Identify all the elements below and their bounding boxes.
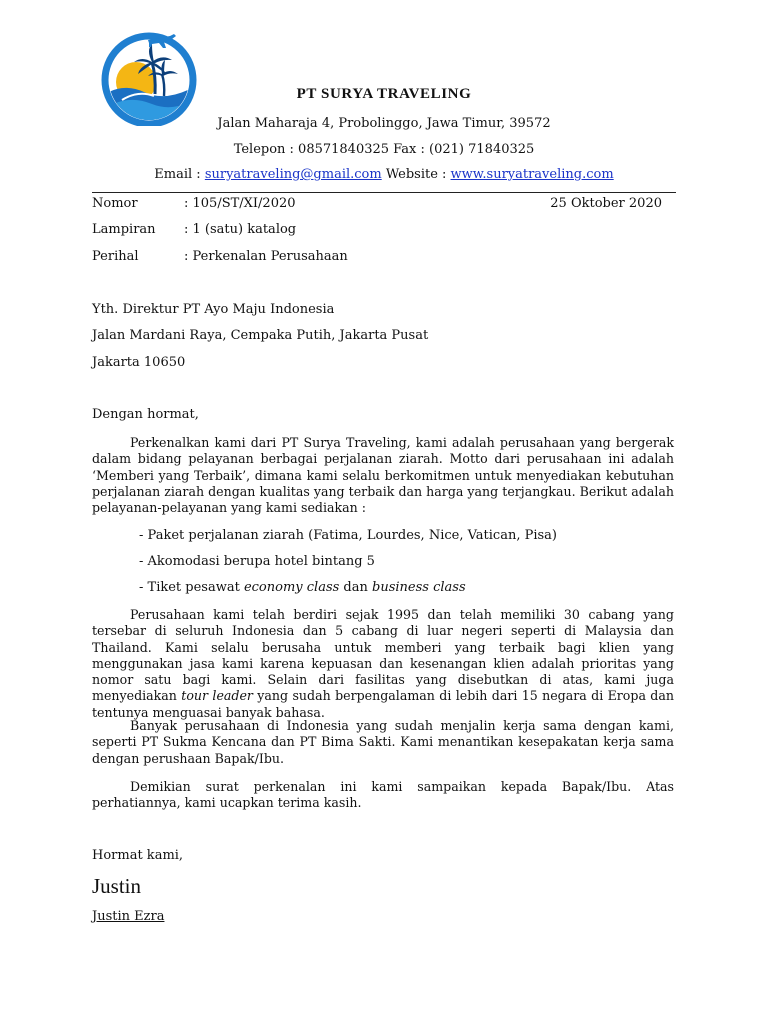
perihal-row <box>92 249 662 267</box>
perihal-value: : Perkenalan Perusahaan <box>184 249 348 264</box>
lampiran-row <box>92 222 662 240</box>
service-item-3-prefix: - Tiket pesawat <box>139 580 244 595</box>
paragraph-closing: Demikian surat perkenalan ini kami sampaikan kepada Bapak/Ibu. Atas perhatiannya, kami ucapkan terima kasih. <box>92 779 674 811</box>
company-name: PT SURYA TRAVELING <box>296 86 472 102</box>
paragraph-history-emphasis: tour leader <box>181 688 253 704</box>
signer-name: Justin Ezra <box>92 909 165 924</box>
company-logo <box>92 30 206 126</box>
recipient-line-3: Jakarta 10650 <box>92 355 186 370</box>
greeting: Dengan hormat, <box>92 407 199 422</box>
service-item-3-mid: dan <box>339 580 373 595</box>
company-address: Jalan Maharaja 4, Probolinggo, Jawa Timur, 39572 <box>217 116 551 131</box>
nomor-row <box>92 196 662 214</box>
lampiran-value: : 1 (satu) katalog <box>184 222 297 237</box>
paragraph-history <box>92 607 674 721</box>
paragraph-history-end: yang sudah berpengalaman di lebih dari 15 negara di Eropa dan tentunya menguasai banyak bahasa. <box>92 688 674 720</box>
nomor-label: Nomor <box>92 196 138 211</box>
service-item-3-business: business class <box>372 580 466 595</box>
closing-salutation: Hormat kami, <box>92 848 184 863</box>
email-link[interactable]: suryatraveling@gmail.com <box>204 167 382 182</box>
recipient-line-2: Jalan Mardani Raya, Cempaka Putih, Jakarta Pusat <box>92 328 429 343</box>
letter-date: 25 Oktober 2020 <box>550 196 662 211</box>
service-item-1: - Paket perjalanan ziarah (Fatima, Lourdes, Nice, Vatican, Pisa) <box>139 528 557 543</box>
paragraph-partners: Banyak perusahaan di Indonesia yang sudah menjalin kerja sama dengan kami, seperti PT Sukma Kencana dan PT Bima Sakti. Kami menantikan kesepakatan kerja sama dengan perushaan Bapak/Ibu. <box>92 718 674 766</box>
website-label: Website : <box>381 167 451 182</box>
signature: Justin <box>92 874 142 898</box>
email-label: Email : <box>154 167 205 182</box>
nomor-value: : 105/ST/XI/2020 <box>184 196 296 211</box>
paragraph-history-start: Perusahaan kami telah berdiri sejak 1995 dan telah memiliki 30 cabang yang tersebar di seluruh Indonesia dan 5 cabang di luar negeri seperti di Malaysia dan Thailand. Kami selalu berusaha untuk memberi yang terbaik bagi klien yang menggunakan jasa kami karena kepuasan dan kesenangan klien adalah prioritas yang nomor satu bagi kami. Selain dari fasilitas yang disebutkan di atas, kami juga menyediakan <box>92 607 674 704</box>
lampiran-label: Lampiran <box>92 222 156 237</box>
company-contact <box>0 167 768 182</box>
website-link[interactable]: www.suryatraveling.com <box>450 167 614 182</box>
service-item-2: - Akomodasi berupa hotel bintang 5 <box>139 554 375 569</box>
service-item-3 <box>139 580 466 595</box>
paragraph-intro: Perkenalkan kami dari PT Surya Traveling, kami adalah perusahaan yang bergerak dalam bidang pelayanan berbagai perjalanan ziarah. Motto dari perusahaan ini adalah ‘Memberi yang Terbaik’, dimana kami selalu berkomitmen untuk menyediakan kebutuhan perjalanan ziarah dengan kualitas yang terbaik dan harga yang terjangkau. Berikut adalah pelayanan-pelayanan yang kami sediakan : <box>92 435 674 516</box>
service-item-3-economy: economy class <box>243 580 340 595</box>
company-phone: Telepon : 08571840325 Fax : (021) 71840325 <box>233 142 535 157</box>
recipient-line-1: Yth. Direktur PT Ayo Maju Indonesia <box>92 302 335 317</box>
letterhead-divider <box>92 192 676 193</box>
perihal-label: Perihal <box>92 249 139 264</box>
